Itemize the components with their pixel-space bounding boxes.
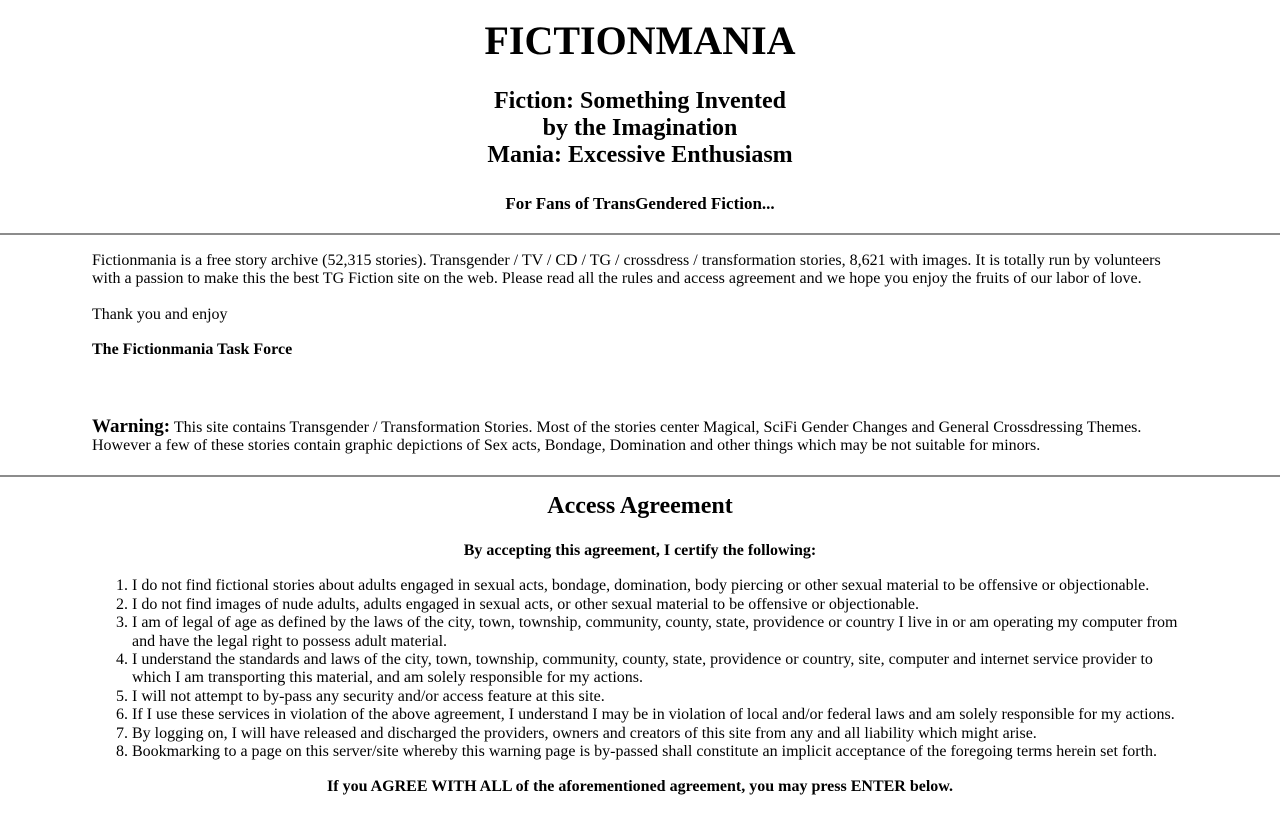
access-agreement-page [0,18,1280,818]
agreement-item-5: 5. I will not attempt to by-pass any security and/or access feature at this site. [132,688,1188,706]
warning-paragraph [92,416,1188,456]
intro-paragraph: Fictionmania is a free story archive (52,315 stories). Transgender / TV / CD / TG / crossdress / transformation stories, 8,621 with images. It is totally run by volunteers with a passion to make this the best TG Fiction site on the web. Please read all the rules and access agreement and we hope you enjoy the fruits of our labor of love. [92,252,1161,288]
agreement-item-3: 3. I am of legal of age as defined by the laws of the city, town, township, community, county, state, providence or country I live in or am operating my computer from and have the legal right to possess adult material. [132,614,1188,651]
thanks-line: Thank you and enjoy [92,305,228,323]
agreement-section [0,493,1280,797]
divider-middle [0,475,1280,477]
masthead [0,18,1280,214]
subtitle-line-1: Fiction: Something Invented [493,88,786,114]
agreement-list [92,577,1188,761]
subtitle-line-2: by the Imagination [542,115,738,141]
agreement-item-7: 7. By logging on, I will have released and discharged the providers, owners and creators of this site from any and all liability which might arise. [132,725,1188,743]
site-subtitle [0,88,1280,169]
agreement-item-6: 6. If I use these services in violation of the above agreement, I understand I may be in violation of local and/or federal laws and am solely responsible for my actions. [132,706,1188,724]
intro-section [0,252,1280,456]
agreement-item-1: 1. I do not find fictional stories about adults engaged in sexual acts, bondage, domination, body piercing or other sexual material to be offensive or objectionable. [132,577,1188,595]
warning-label: Warning: [92,415,171,437]
agreement-heading: Access Agreement [547,492,733,519]
agreement-item-8: 8. Bookmarking to a page on this server/site whereby this warning page is by-passed shall constitute an implicit acceptance of the foregoing terms herein set forth. [132,743,1188,761]
subtitle-line-3: Mania: Excessive Enthusiasm [487,142,793,168]
certify-intro: By accepting this agreement, I certify the following: [463,542,817,560]
divider-top [0,233,1280,235]
agreement-footer: If you AGREE WITH ALL of the aforementioned agreement, you may press ENTER below. [327,778,953,796]
warning-text: This site contains Transgender / Transformation Stories. Most of the stories center Magical, SciFi Gender Changes and General Crossdressing Themes. However a few of these stories contain graphic depictions of Sex acts, Bondage, Domination and other things which may be not suitable for minors. [92,418,1142,455]
agreement-item-2: 2. I do not find images of nude adults, adults engaged in sexual acts, or other sexual material to be offensive or objectionable. [132,596,1188,614]
signature-line: The Fictionmania Task Force [92,341,293,359]
tagline: For Fans of TransGendered Fiction... [505,194,775,213]
agreement-item-4: 4. I understand the standards and laws of the city, town, township, community, county, state, providence or country, site, computer and internet service provider to which I am transporting this material, and am solely responsible for my actions. [132,651,1188,688]
site-title: FICTIONMANIA [484,18,796,63]
